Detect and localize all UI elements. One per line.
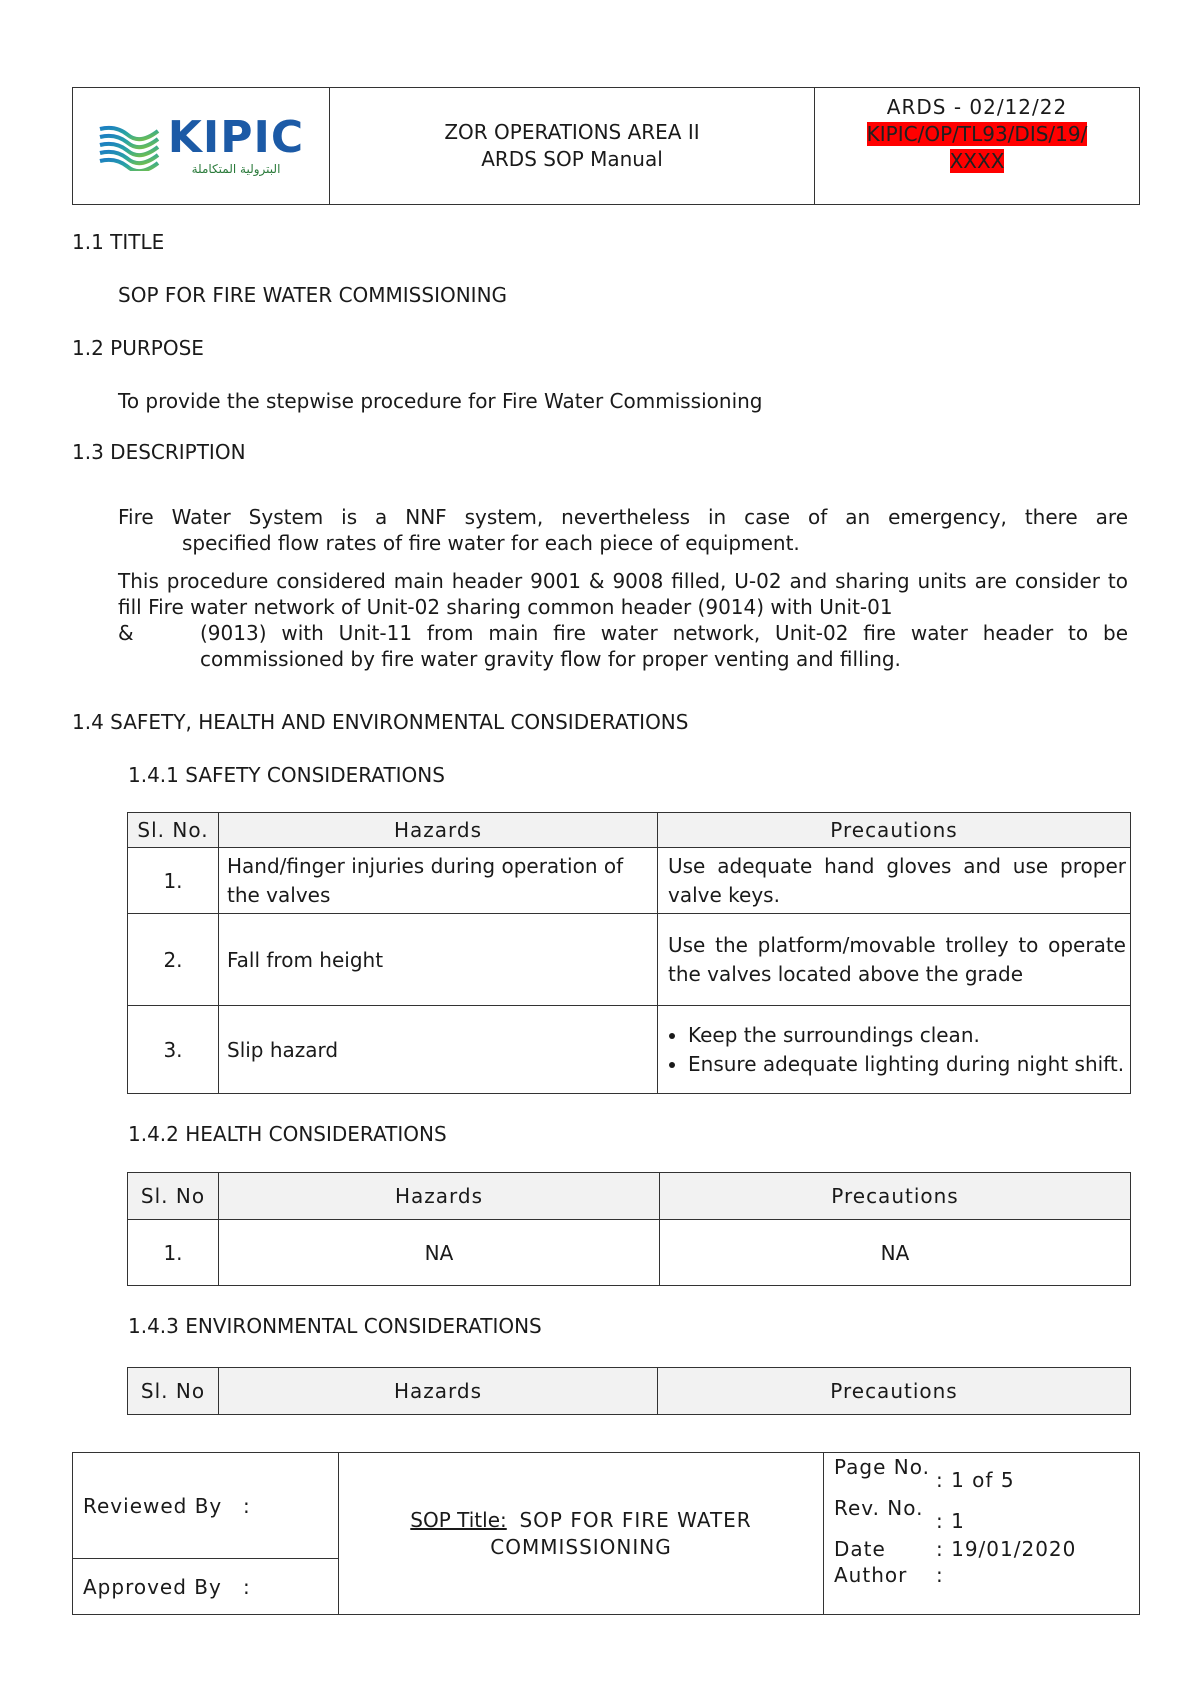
table-header-row bbox=[128, 1173, 1131, 1220]
precaution-bullet: • Ensure adequate lighting during night shift. bbox=[688, 1050, 1126, 1079]
section-1-1-heading: 1.1 TITLE bbox=[72, 230, 165, 254]
kipic-logo bbox=[74, 112, 328, 176]
sop-title-label: SOP Title: bbox=[410, 1507, 507, 1532]
precaution-bullet: • Keep the surroundings clean. bbox=[688, 1021, 1126, 1050]
date-label: Date bbox=[834, 1537, 886, 1561]
table-row bbox=[128, 914, 1131, 1006]
sop-title-value-1: SOP FOR FIRE WATER bbox=[519, 1507, 752, 1532]
section-1-3-para1-line2: specified flow rates of fire water for each piece of equipment. bbox=[182, 531, 800, 555]
header-title-line2: ARDS SOP Manual bbox=[481, 147, 663, 171]
page-info-cell bbox=[824, 1453, 1140, 1615]
header-code-cell bbox=[815, 88, 1140, 205]
approved-by-cell bbox=[73, 1559, 339, 1615]
col-hazards: Hazards bbox=[219, 1173, 660, 1220]
rev-no-value: : 1 bbox=[936, 1509, 965, 1533]
section-1-3-para2: This procedure considered main header 9001 & 9008 filled, U-02 and sharing units are consider to fill Fire water network of Unit-02 sharing common header (9014) with Unit-01 bbox=[118, 569, 1128, 619]
section-1-4-1-heading: 1.4.1 SAFETY CONSIDERATIONS bbox=[128, 763, 445, 787]
row-precaution: Use the platform/movable trolley to operate the valves located above the grade bbox=[658, 914, 1131, 1006]
section-1-3-para1-line1: Fire Water System is a NNF system, nevertheless in case of an emergency, there are bbox=[118, 505, 1128, 529]
row-sl: 2. bbox=[128, 914, 219, 1006]
section-1-3-para2-line4: commissioned by fire water gravity flow for proper venting and filling. bbox=[200, 647, 901, 671]
logo-text: KIPIC bbox=[167, 112, 305, 163]
section-1-2-text: To provide the stepwise procedure for Fire Water Commissioning bbox=[118, 389, 763, 413]
section-1-3-heading: 1.3 DESCRIPTION bbox=[72, 440, 246, 464]
row-precaution: Use adequate hand gloves and use proper valve keys. bbox=[658, 848, 1131, 914]
row-precaution bbox=[658, 1006, 1131, 1094]
approved-by-colon: : bbox=[243, 1574, 250, 1599]
section-1-3-ampersand: & bbox=[118, 621, 134, 645]
kipic-wave-icon bbox=[98, 121, 160, 171]
health-table bbox=[127, 1172, 1131, 1286]
col-hazards: Hazards bbox=[219, 1368, 658, 1415]
date-value: : 19/01/2020 bbox=[936, 1537, 1077, 1561]
section-1-4-2-heading: 1.4.2 HEALTH CONSIDERATIONS bbox=[128, 1122, 447, 1146]
table-row bbox=[128, 1006, 1131, 1094]
safety-table bbox=[127, 812, 1131, 1094]
approved-by-label: Approved By bbox=[83, 1574, 222, 1599]
rev-no-label: Rev. No. bbox=[834, 1496, 924, 1520]
author-value: : bbox=[936, 1563, 944, 1587]
doc-code: ARDS - 02/12/22 bbox=[886, 95, 1068, 119]
section-1-4-3-heading: 1.4.3 ENVIRONMENTAL CONSIDERATIONS bbox=[128, 1314, 542, 1338]
table-row bbox=[128, 848, 1131, 914]
doc-ref-line2: XXXX bbox=[949, 149, 1005, 173]
sop-title-cell bbox=[339, 1453, 824, 1615]
reviewed-by-label: Reviewed By bbox=[83, 1493, 223, 1518]
col-precautions: Precautions bbox=[658, 1368, 1131, 1415]
col-precautions: Precautions bbox=[658, 813, 1131, 848]
col-sl-no: Sl. No bbox=[128, 1173, 219, 1220]
row-hazard: NA bbox=[219, 1220, 660, 1286]
row-sl: 1. bbox=[128, 1220, 219, 1286]
section-1-3-para2-line3: (9013) with Unit-11 from main fire water network, Unit-02 fire water header to be bbox=[200, 621, 1128, 645]
row-hazard: Hand/finger injuries during operation of the valves bbox=[219, 848, 658, 914]
row-sl: 1. bbox=[128, 848, 219, 914]
row-sl: 3. bbox=[128, 1006, 219, 1094]
row-precaution: NA bbox=[660, 1220, 1131, 1286]
table-header-row bbox=[128, 813, 1131, 848]
section-1-4-heading: 1.4 SAFETY, HEALTH AND ENVIRONMENTAL CONSIDERATIONS bbox=[72, 710, 689, 734]
row-hazard: Fall from height bbox=[219, 914, 658, 1006]
header-title-line1: ZOR OPERATIONS AREA II bbox=[444, 120, 700, 144]
section-1-2-heading: 1.2 PURPOSE bbox=[72, 336, 204, 360]
reviewed-by-cell bbox=[73, 1453, 339, 1559]
header-title-cell bbox=[330, 88, 815, 205]
section-1-1-text: SOP FOR FIRE WATER COMMISSIONING bbox=[118, 283, 508, 307]
row-hazard: Slip hazard bbox=[219, 1006, 658, 1094]
table-row bbox=[128, 1220, 1131, 1286]
col-precautions: Precautions bbox=[660, 1173, 1131, 1220]
page-no-value: : 1 of 5 bbox=[936, 1468, 1015, 1492]
author-label: Author bbox=[834, 1563, 908, 1587]
col-hazards: Hazards bbox=[219, 813, 658, 848]
logo-cell bbox=[73, 88, 330, 205]
doc-ref-line1: KIPIC/OP/TL93/DIS/19/ bbox=[866, 122, 1088, 146]
page-no-label: Page No. bbox=[834, 1455, 930, 1479]
reviewed-by-colon: : bbox=[243, 1493, 250, 1518]
sop-title-value-2: COMMISSIONING bbox=[490, 1534, 672, 1559]
table-header-row bbox=[128, 1368, 1131, 1415]
col-sl-no: Sl. No. bbox=[128, 813, 219, 848]
environmental-table bbox=[127, 1367, 1131, 1415]
document-header bbox=[72, 87, 1140, 205]
col-sl-no: Sl. No bbox=[128, 1368, 219, 1415]
logo-arabic-text: البترولية المتكاملة bbox=[191, 162, 281, 176]
document-footer bbox=[72, 1452, 1140, 1615]
